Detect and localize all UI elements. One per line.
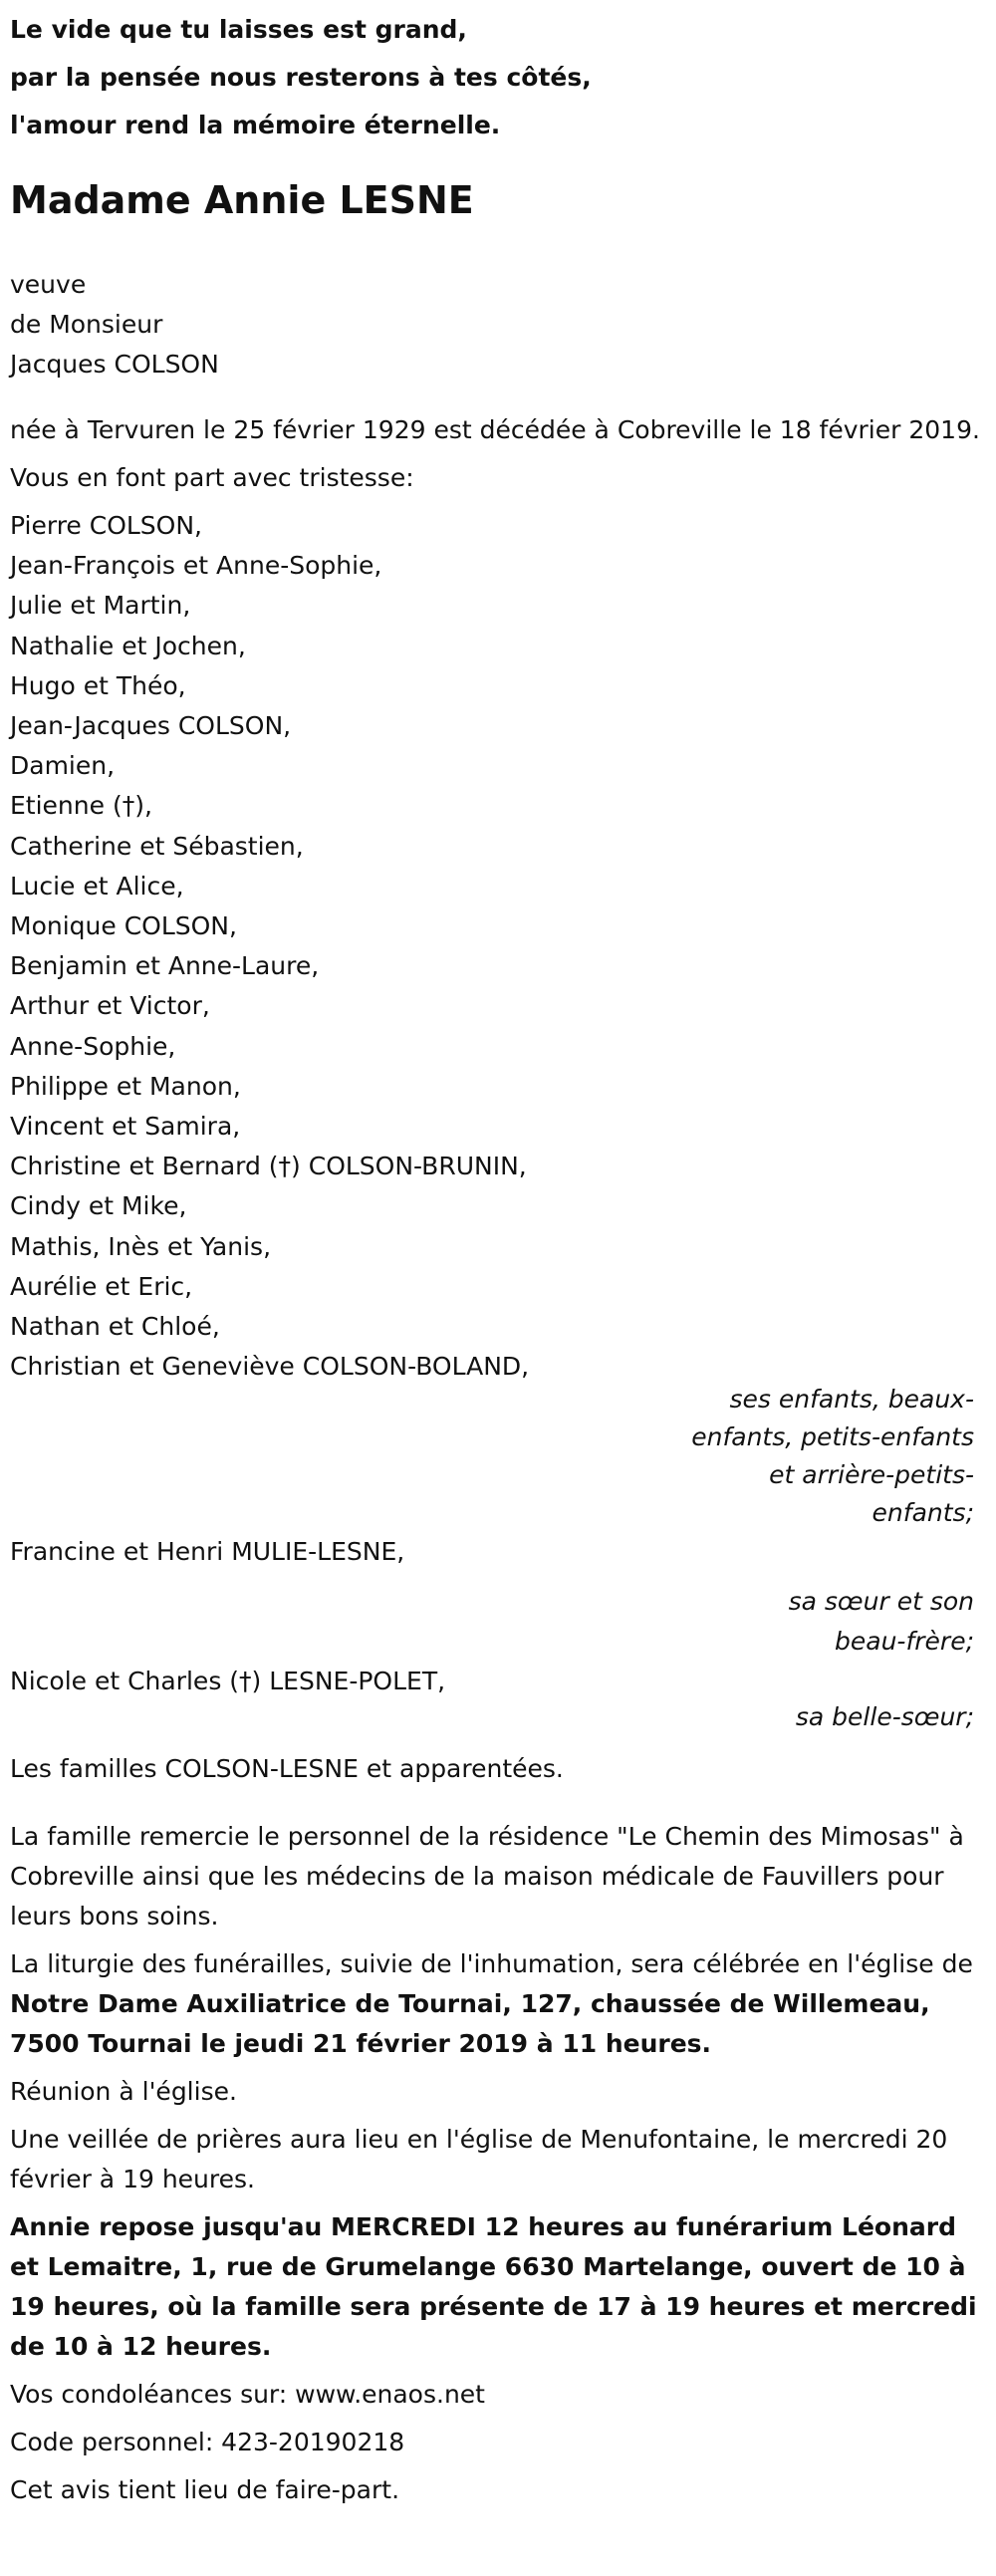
list-item: Nathan et Chloé, <box>10 1312 220 1342</box>
birth-death-text: née à Tervuren le 25 février 1929 est décédée à Cobreville le 18 février 2019. <box>10 415 980 444</box>
verse <box>10 6 986 149</box>
verse-line: Le vide que tu laisses est grand, <box>10 15 467 44</box>
list-item: Lucie et Alice, <box>10 871 184 901</box>
spouse-line: de Monsieur <box>10 310 163 339</box>
liturgy-text <box>10 1944 986 2064</box>
list-item: Vincent et Samira, <box>10 1112 241 1142</box>
spouse-line: Jacques COLSON <box>10 350 219 379</box>
spouse-line: veuve <box>10 270 87 299</box>
families-text: Les familles COLSON-LESNE et apparentées. <box>10 1754 564 1784</box>
list-item: Cindy et Mike, <box>10 1191 187 1221</box>
condolences-text: Vos condoléances sur: www.enaos.net <box>10 2380 485 2410</box>
vigil-text: Une veillée de prières aura lieu en l'église de Menufontaine, le mercredi 20 février à 19 heures. <box>10 2125 948 2194</box>
list-item: Arthur et Victor, <box>10 991 210 1021</box>
notice-text: Cet avis tient lieu de faire-part. <box>10 2475 400 2505</box>
spouse-block <box>10 265 986 385</box>
announcement-text: Vous en font part avec tristesse: <box>10 463 414 492</box>
children-list <box>10 506 986 1387</box>
deceased-name: Madame Annie LESNE <box>10 178 474 222</box>
list-item: Christian et Geneviève COLSON-BOLAND, <box>10 1352 530 1382</box>
children-relation: ses enfants, beaux-enfants, petits-enfants et arrière-petits-enfants; <box>691 1385 974 1528</box>
verse-line: par la pensée nous resterons à tes côtés, <box>10 63 592 92</box>
list-item: Aurélie et Eric, <box>10 1271 193 1301</box>
list-item: Benjamin et Anne-Laure, <box>10 951 320 981</box>
list-item: Hugo et Théo, <box>10 670 186 700</box>
list-item: Julie et Martin, <box>10 591 191 621</box>
list-item: Mathis, Inès et Yanis, <box>10 1231 272 1261</box>
thanks-text: La famille remercie le personnel de la résidence "Le Chemin des Mimosas" à Cobreville ainsi que les médecins de la maison médicale de Fauvillers pour leurs bons soins. <box>10 1822 964 1932</box>
list-item: Philippe et Manon, <box>10 1071 241 1101</box>
meeting-text: Réunion à l'église. <box>10 2077 237 2107</box>
list-item: Christine et Bernard (†) COLSON-BRUNIN, <box>10 1152 527 1181</box>
sister-in-law-name: Nicole et Charles (†) LESNE-POLET, <box>10 1667 446 1696</box>
list-item: Damien, <box>10 751 116 781</box>
list-item: Pierre COLSON, <box>10 511 203 540</box>
list-item: Etienne (†), <box>10 791 152 821</box>
liturgy-prefix: La liturgie des funérailles, suivie de l'inhumation, sera célébrée en l'église de <box>10 1949 973 1979</box>
sister-in-law-relation: sa belle-sœur; <box>795 1702 974 1732</box>
list-item: Monique COLSON, <box>10 911 237 941</box>
personal-code: Code personnel: 423-20190218 <box>10 2428 405 2457</box>
list-item: Jean-Jacques COLSON, <box>10 711 292 741</box>
sister-relation: sa sœur et son beau-frère; <box>788 1587 974 1657</box>
liturgy-location: Notre Dame Auxiliatrice de Tournai, 127, chaussée de Willemeau, 7500 Tournai le jeudi 21 février 2019 à 11 heures. <box>10 1989 930 2059</box>
verse-line: l'amour rend la mémoire éternelle. <box>10 111 501 139</box>
list-item: Jean-François et Anne-Sophie, <box>10 551 382 581</box>
list-item: Anne-Sophie, <box>10 1031 176 1061</box>
rest-text: Annie repose jusqu'au MERCREDI 12 heures au funérarium Léonard et Lemaitre, 1, rue de Grumelange 6630 Martelange, ouvert de 10 à 19 heures, où la famille sera présente de 17 à 19 heures et mercredi de 10 à 12 heures. <box>10 2212 977 2362</box>
list-item: Catherine et Sébastien, <box>10 831 304 861</box>
sister-name: Francine et Henri MULIE-LESNE, <box>10 1537 405 1567</box>
list-item: Nathalie et Jochen, <box>10 631 246 660</box>
